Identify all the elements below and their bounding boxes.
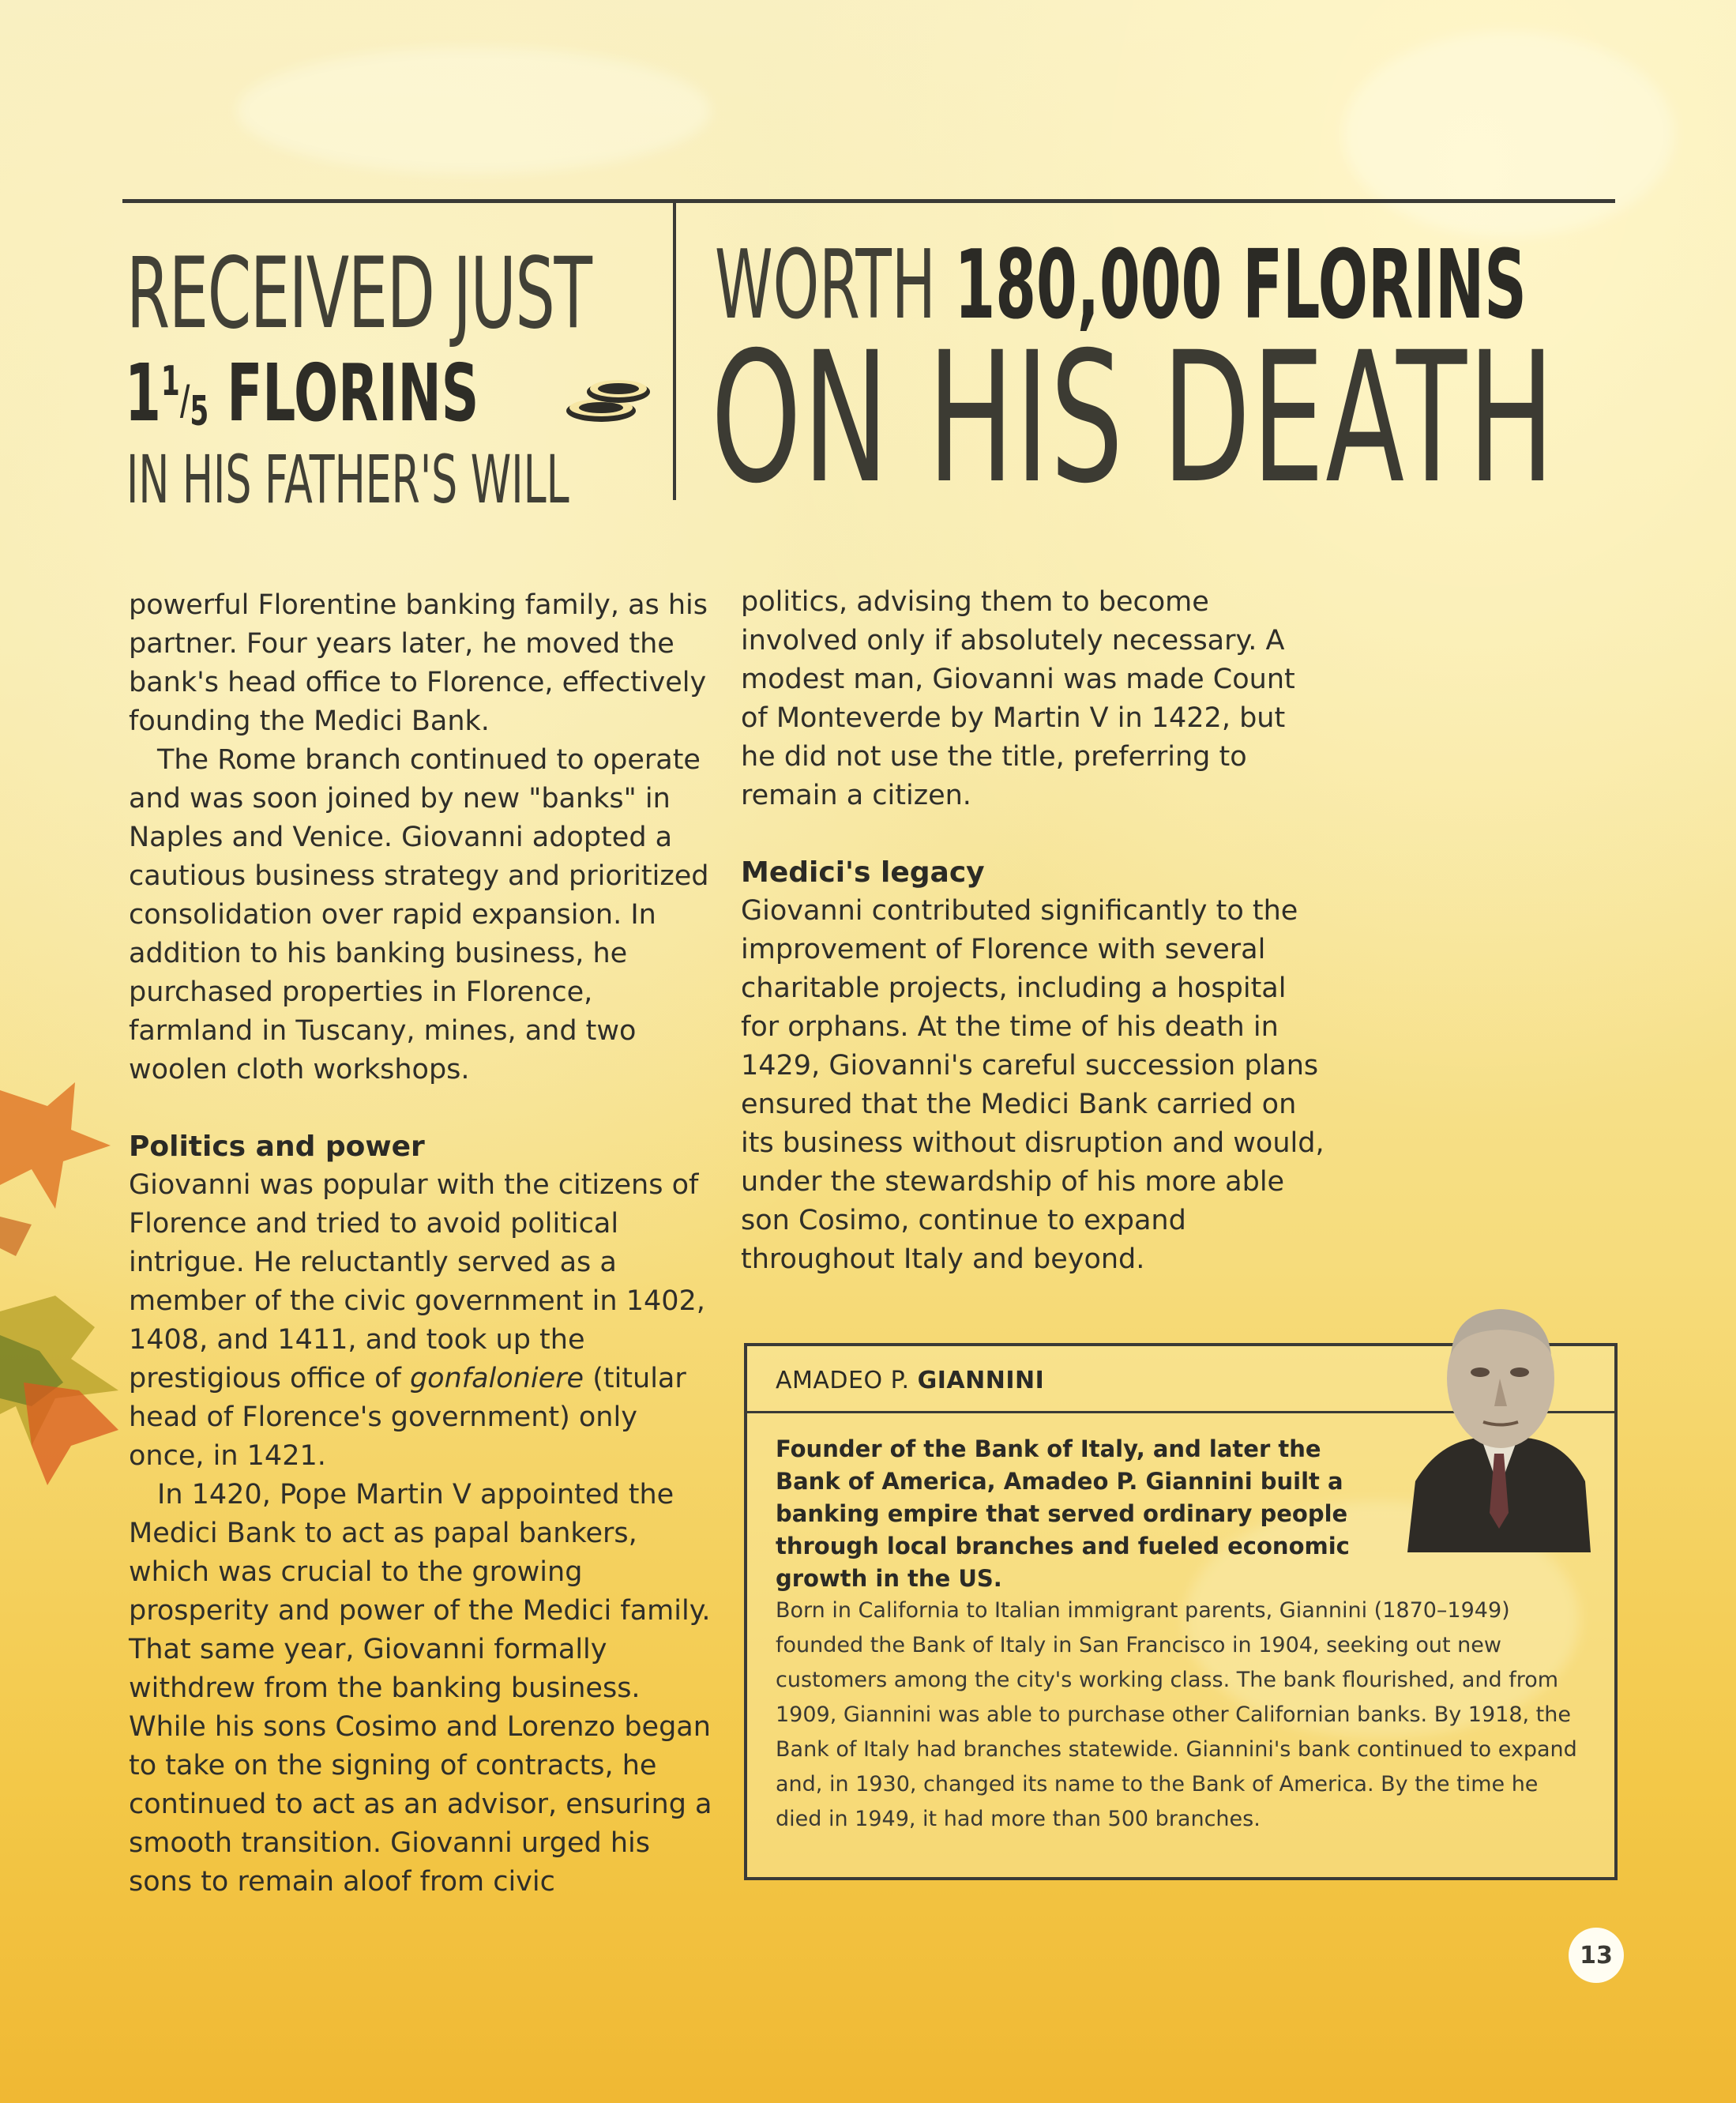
paragraph: Giovanni contributed significantly to the improvement of Florence with several charitable projects, including a hospital for orphans. At the time of his death in 1429, Giovanni's careful succession plans ensured that the Medici Bank carried on its business without disruption and would, under the stewardship of his more able son Cosimo, continue to expand throughout Italy and beyond. [741,895,1325,1275]
sidebar-body: Born in California to Italian immigrant parents, Giannini (1870–1949) founded the Bank of Italy in San Francisco in 1904, seeking out new customers among the city's working class. The bank flourished, and from 1909, Giannini was able to purchase other Californian banks. By 1918, the Bank of Italy had branches statewide. Giannini's bank continued to expand and, in 1930, changed its name to the Bank of America. By the time he died in 1949, it had more than 500 branches. [776,1598,1577,1831]
headline-left-line3: IN HIS FATHER'S WILL [126,441,569,518]
fraction-slash: / [179,377,190,424]
paragraph: powerful Florentine banking family, as his partner. Four years later, he moved the bank's head office to Florence, effectively founding the Medici Bank. [129,589,708,737]
italic-term: gonfaloniere [409,1363,584,1394]
amount-unit: FLORINS [227,347,479,439]
page-number: 13 [1569,1928,1624,1983]
sidebar-intro: Founder of the Bank of Italy, and later the Bank of America, Amadeo P. Giannini built a banking empire that served ordinary people through local branches and fueled economic growth in the US. [776,1435,1350,1592]
autumn-leaves-image [0,1074,138,1501]
headline-left-line1: RECEIVED JUST [126,237,592,351]
giannini-portrait-photo [1407,1300,1591,1552]
section-heading-politics: Politics and power [129,1131,425,1163]
paragraph [129,1166,713,1476]
amount-denominator: 5 [190,388,209,435]
paragraph-text: (titular head of Florence's government) only once, in 1421. [129,1363,686,1472]
sidebar-name [776,1367,1044,1394]
paragraph: politics, advising them to become involved only if absolutely necessary. A modest man, Giovanni was made Count of Monteverde by Martin V in 1422, but he did not use the title, preferring to remain a citizen. [741,586,1295,811]
paragraph: The Rome branch continued to operate and was soon joined by new "banks" in Naples and Venice. Giovanni adopted a cautious business strategy and prioritized consolidation over rapid expansion. In addition to his banking business, he purchased properties in Florence, farmland in Tuscany, mines, and two woolen cloth workshops. [129,744,709,1085]
header-top-rule [122,199,1615,203]
paragraph: In 1420, Pope Martin V appointed the Medici Bank to act as papal bankers, which was crucial to the growing prosperity and power of the Medici family. That same year, Giovanni formally withdrew from the banking business. While his sons Cosimo and Lorenzo began to take on the signing of contracts, he continued to act as an advisor, ensuring a smooth transition. Giovanni urged his sons to remain aloof from civic [129,1479,712,1898]
paragraph-text: Giovanni was popular with the citizens of Florence and tried to avoid political intrigue. He reluctantly served as a member of the civic government in 1402, 1408, and 1411, and took up the prestigious office of [129,1169,705,1394]
header-divider [673,201,676,500]
amount-numerator: 1 [160,358,180,405]
headline-right-amount: 180,000 FLORINS [954,231,1527,340]
sidebar-name-last: GIANNINI [917,1367,1045,1394]
background-texture [237,47,711,174]
section-heading-legacy: Medici's legacy [741,856,985,889]
headline-right-line2: ON HIS DEATH [711,313,1556,523]
body-column-left [129,586,713,1902]
sidebar-name-first: AMADEO P. [776,1367,910,1394]
background-texture [1343,32,1674,237]
coins-icon [555,365,656,428]
body-column-right [741,583,1325,1279]
headline-left-amount [125,347,479,439]
headline-right-prefix: WORTH [715,231,936,340]
amount-whole: 1 [125,347,161,439]
